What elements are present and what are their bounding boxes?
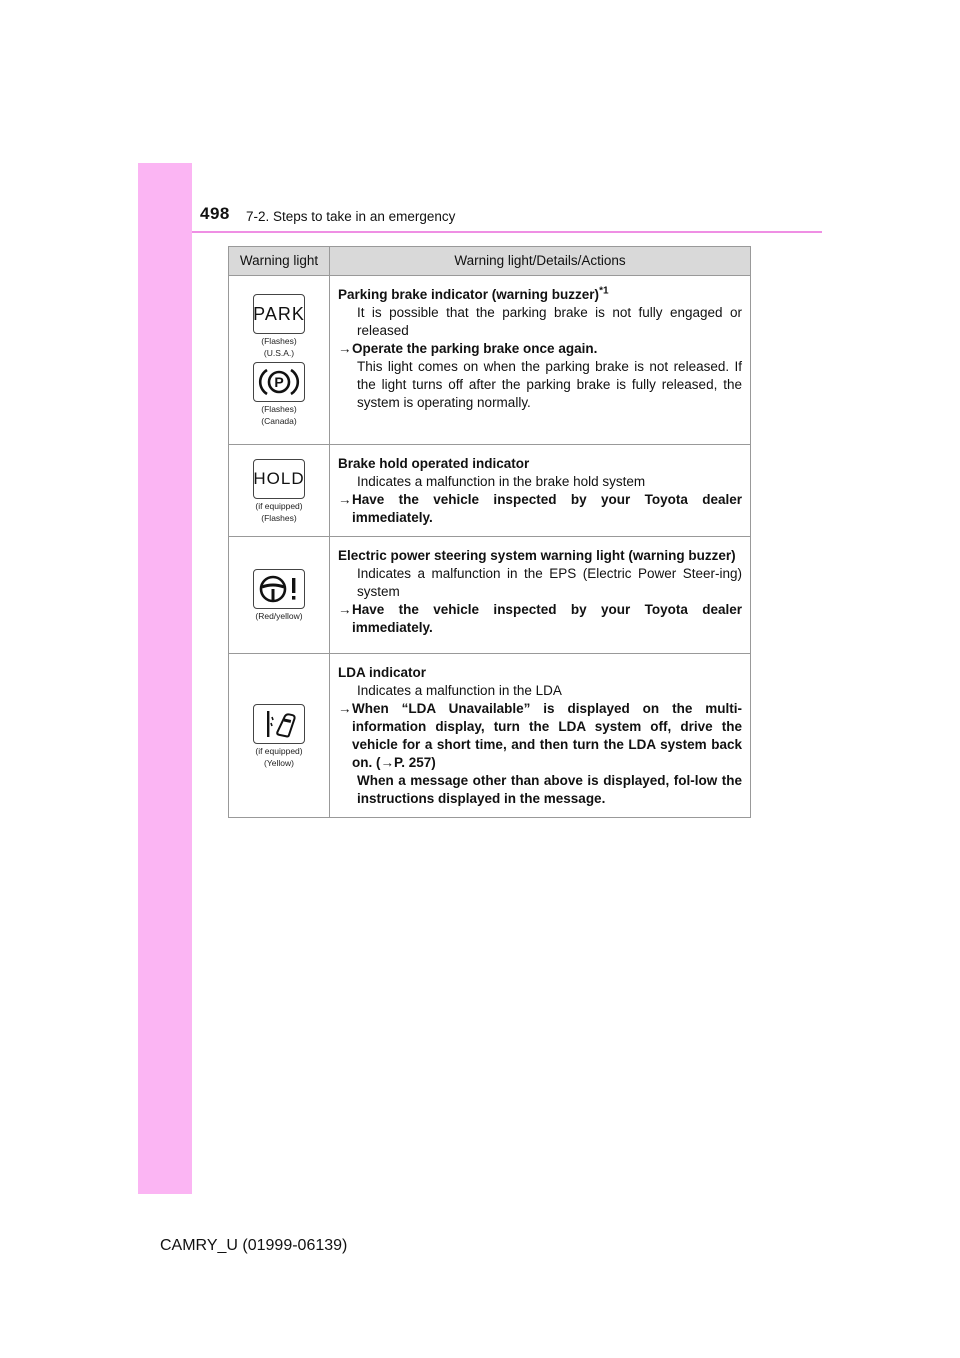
- park-icon: PARK: [253, 294, 305, 334]
- column-header-warning-light: Warning light: [229, 247, 330, 276]
- document-code: CAMRY_U (01999-06139): [160, 1237, 348, 1254]
- indicator-action: → Have the vehicle inspected by your Toyota dealer immediately.: [338, 602, 742, 635]
- icon-caption: (if equipped): [255, 745, 303, 756]
- warning-light-cell: [229, 276, 330, 445]
- indicator-detail: Indicates a malfunction in the brake hold system: [357, 474, 646, 489]
- arrow-icon: →: [380, 755, 394, 770]
- lane-departure-icon: [253, 704, 305, 744]
- warning-light-cell: [229, 654, 330, 818]
- arrow-icon: →: [338, 701, 352, 716]
- warning-light-cell: [229, 537, 330, 654]
- icon-caption: (if equipped): [255, 500, 303, 511]
- details-cell: [330, 537, 751, 654]
- indicator-title: Parking brake indicator (warning buzzer)$^{*1}$: [338, 285, 609, 302]
- svg-text:P: P: [274, 374, 284, 390]
- details-cell: [330, 654, 751, 818]
- indicator-detail: Indicates a malfunction in the EPS (Electric Power Steer-ing) system: [357, 566, 742, 599]
- details-cell: [330, 276, 751, 445]
- indicator-detail: Indicates a malfunction in the LDA: [357, 683, 562, 698]
- steering-warning-icon: [253, 569, 305, 609]
- table-row: [229, 276, 751, 445]
- indicator-action: → Operate the parking brake once again.: [338, 341, 598, 356]
- table-row: [229, 537, 751, 654]
- icon-caption: (Yellow): [264, 757, 294, 768]
- indicator-title: Electric power steering system warning light (warning buzzer): [338, 548, 736, 563]
- warning-light-cell: [229, 445, 330, 537]
- indicator-title: Brake hold operated indicator: [338, 456, 530, 471]
- icon-caption: (Flashes): [261, 336, 297, 346]
- table-row: [229, 654, 751, 818]
- header-rule: [192, 231, 822, 233]
- icon-caption: (Flashes): [261, 512, 297, 523]
- indicator-note: This light comes on when the parking brake is not released. If the light turns off after the parking brake is fully released, the system is operating normally.: [357, 359, 742, 410]
- icon-caption: (Canada): [261, 416, 297, 426]
- indicator-title: LDA indicator: [338, 665, 427, 680]
- icon-caption: (U.S.A.): [263, 348, 295, 358]
- column-header-details: Warning light/Details/Actions: [330, 247, 751, 276]
- indicator-action-secondary: When a message other than above is displayed, fol-low the instructions displayed in the message.: [357, 773, 742, 806]
- table-row: [229, 445, 751, 537]
- chapter-tab-bar: [138, 163, 192, 1194]
- arrow-icon: →: [338, 492, 352, 507]
- indicator-detail: It is possible that the parking brake is not fully engaged or released: [357, 305, 742, 338]
- circle-p-icon: [253, 362, 305, 402]
- arrow-icon: →: [338, 602, 352, 617]
- arrow-icon: →: [338, 341, 352, 356]
- page-number: 498: [200, 204, 230, 223]
- icon-caption: (Flashes): [261, 404, 297, 414]
- warning-light-table: [228, 246, 751, 818]
- section-title: 7-2. Steps to take in an emergency: [246, 209, 456, 224]
- details-cell: [330, 445, 751, 537]
- icon-caption: (Red/yellow): [255, 611, 303, 621]
- table-header-row: [229, 247, 751, 276]
- indicator-action: → Have the vehicle inspected by your Toyota dealer immediately.: [338, 492, 742, 525]
- page-reference-link[interactable]: P. 257): [394, 755, 436, 770]
- hold-icon: HOLD: [253, 459, 305, 499]
- indicator-action: → When “LDA Unavailable” is displayed on the multi-information display, turn the LDA system off, drive the vehicle for a short time, and then turn the LDA system back on. (→P. 257): [338, 701, 742, 770]
